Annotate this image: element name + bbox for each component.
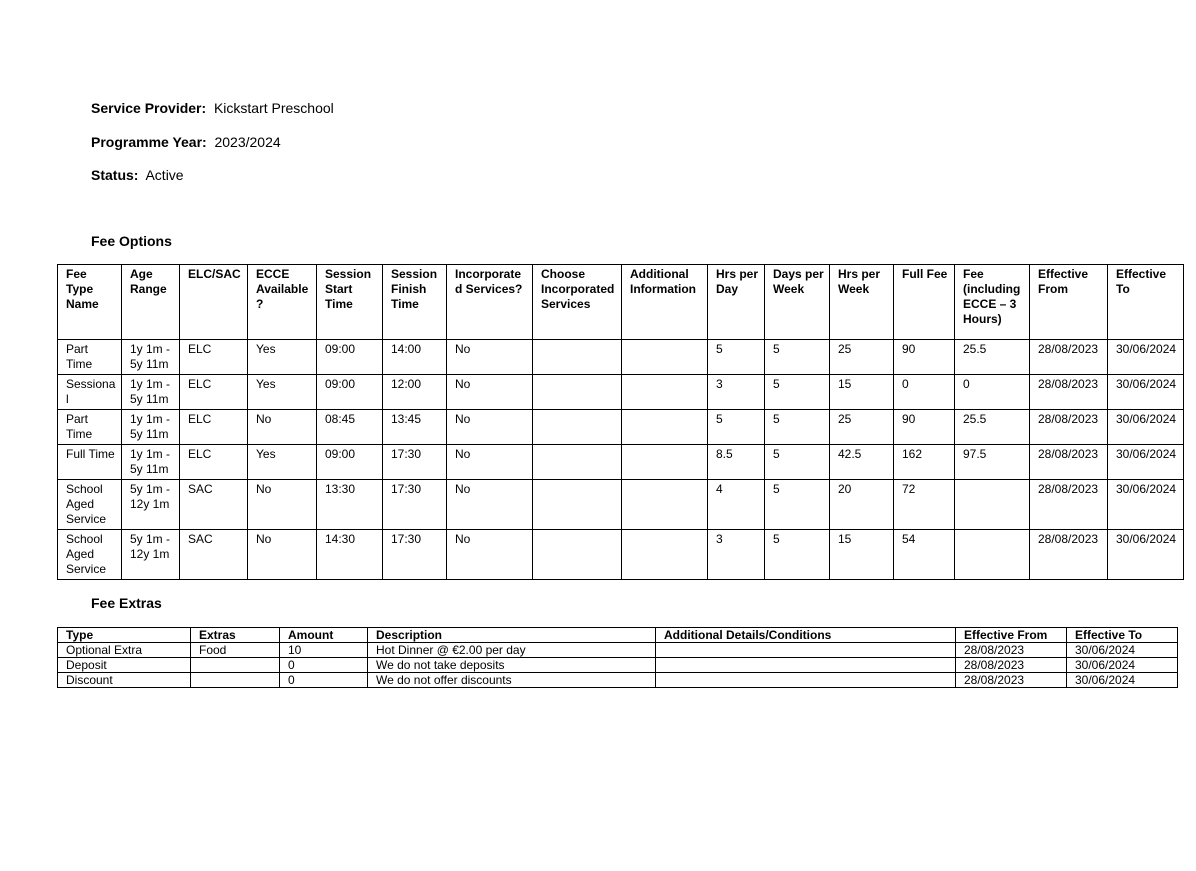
table-cell: 3 [708,375,765,410]
table-cell [656,658,956,673]
table-cell [955,480,1030,530]
status-label: Status: [91,167,139,183]
table-cell [533,410,622,445]
column-header: Extras [191,628,280,643]
table-cell: 0 [894,375,955,410]
table-cell: 1y 1m - 5y 11m [122,375,180,410]
table-cell: 28/08/2023 [956,673,1067,688]
table-cell: Full Time [58,445,122,480]
column-header: Additional Details/Conditions [656,628,956,643]
table-cell: 1y 1m - 5y 11m [122,340,180,375]
table-cell: No [447,375,533,410]
table-row [58,410,1184,445]
table-row [58,480,1184,530]
table-cell: 90 [894,340,955,375]
table-cell: 0 [280,658,368,673]
table-cell: 72 [894,480,955,530]
table-cell: School Aged Service [58,530,122,580]
table-cell: Discount [58,673,191,688]
table-cell: We do not take deposits [368,658,656,673]
table-cell: 09:00 [317,445,383,480]
table-cell [533,530,622,580]
table-cell: 28/08/2023 [956,658,1067,673]
service-provider-value: Kickstart Preschool [213,100,334,116]
table-cell: School Aged Service [58,480,122,530]
table-cell: No [248,410,317,445]
table-cell [533,375,622,410]
column-header: Type [58,628,191,643]
table-cell [622,375,708,410]
status-line [91,166,184,184]
table-cell: Food [191,643,280,658]
table-cell: 90 [894,410,955,445]
table-cell: 28/08/2023 [956,643,1067,658]
table-cell: ELC [180,375,248,410]
table-cell [656,673,956,688]
table-cell: No [447,530,533,580]
column-header: Incorporated Services? [447,265,533,340]
table-cell: 0 [955,375,1030,410]
column-header: Hrs per Day [708,265,765,340]
fee-extras-body [58,643,1178,688]
table-row [58,530,1184,580]
table-cell: 5 [708,410,765,445]
table-cell: ELC [180,445,248,480]
table-cell: 15 [830,375,894,410]
table-cell: 10 [280,643,368,658]
column-header: Description [368,628,656,643]
table-cell: Yes [248,340,317,375]
column-header: Effective From [1030,265,1108,340]
table-cell: 17:30 [383,530,447,580]
table-row [58,658,1178,673]
column-header: Fee Type Name [58,265,122,340]
table-cell: 5y 1m - 12y 1m [122,480,180,530]
table-cell: 13:45 [383,410,447,445]
table-cell: 30/06/2024 [1067,658,1178,673]
programme-year-line [91,133,281,151]
programme-year-label: Programme Year: [91,134,207,150]
fee-options-table [57,264,1184,580]
table-cell: 08:45 [317,410,383,445]
column-header: Effective To [1067,628,1178,643]
table-cell: 25 [830,410,894,445]
column-header: ELC/SAC [180,265,248,340]
table-cell: 17:30 [383,480,447,530]
fee-options-body [58,340,1184,580]
table-cell: No [447,410,533,445]
table-cell: Yes [248,445,317,480]
table-cell: SAC [180,530,248,580]
programme-year-value: 2023/2024 [214,134,281,150]
table-cell [656,643,956,658]
column-header: Session Finish Time [383,265,447,340]
column-header: Additional Information [622,265,708,340]
table-cell: 5 [765,480,830,530]
table-cell: 5 [765,410,830,445]
table-cell: 30/06/2024 [1067,643,1178,658]
table-cell: 30/06/2024 [1108,480,1184,530]
table-cell: 25.5 [955,410,1030,445]
table-cell: 30/06/2024 [1108,375,1184,410]
column-header: Effective From [956,628,1067,643]
table-cell: 1y 1m - 5y 11m [122,445,180,480]
table-cell: 162 [894,445,955,480]
status-value: Active [145,167,184,183]
column-header: Full Fee [894,265,955,340]
table-cell [622,410,708,445]
table-cell [533,480,622,530]
fee-options-header-row [58,265,1184,340]
column-header: Amount [280,628,368,643]
table-cell: 09:00 [317,375,383,410]
table-cell: 17:30 [383,445,447,480]
table-cell: 28/08/2023 [1030,375,1108,410]
table-cell: 12:00 [383,375,447,410]
table-cell: 30/06/2024 [1108,410,1184,445]
column-header: Session Start Time [317,265,383,340]
table-cell: 15 [830,530,894,580]
table-cell: 28/08/2023 [1030,530,1108,580]
table-row [58,673,1178,688]
table-cell [533,340,622,375]
service-provider-label: Service Provider: [91,100,207,116]
column-header: Fee (including ECCE – 3 Hours) [955,265,1030,340]
table-cell: 14:30 [317,530,383,580]
table-cell: Sessional [58,375,122,410]
table-cell: 4 [708,480,765,530]
table-cell: 5 [708,340,765,375]
table-cell: No [248,480,317,530]
fee-extras-header-row [58,628,1178,643]
table-cell: 42.5 [830,445,894,480]
table-cell: 28/08/2023 [1030,480,1108,530]
table-cell: No [447,340,533,375]
table-cell: Yes [248,375,317,410]
table-cell: 25 [830,340,894,375]
table-cell: Hot Dinner @ €2.00 per day [368,643,656,658]
table-cell [533,445,622,480]
table-row [58,445,1184,480]
table-cell: 5 [765,375,830,410]
table-cell: ELC [180,340,248,375]
table-cell [622,340,708,375]
table-cell: 28/08/2023 [1030,410,1108,445]
column-header: Choose Incorporated Services [533,265,622,340]
table-cell: 13:30 [317,480,383,530]
fee-extras-table [57,627,1178,688]
table-cell: 0 [280,673,368,688]
table-cell [191,673,280,688]
table-cell: 30/06/2024 [1067,673,1178,688]
table-cell: Part Time [58,410,122,445]
table-cell: 3 [708,530,765,580]
table-cell [955,530,1030,580]
table-cell: 30/06/2024 [1108,445,1184,480]
table-cell: 5 [765,340,830,375]
table-cell: No [447,480,533,530]
column-header: Hrs per Week [830,265,894,340]
table-cell: 09:00 [317,340,383,375]
table-cell [622,480,708,530]
table-row [58,340,1184,375]
column-header: Days per Week [765,265,830,340]
table-cell: 54 [894,530,955,580]
table-cell: 28/08/2023 [1030,445,1108,480]
table-cell [622,445,708,480]
table-cell: 97.5 [955,445,1030,480]
table-cell: 14:00 [383,340,447,375]
service-provider-line [91,99,334,117]
table-cell: 30/06/2024 [1108,530,1184,580]
fee-extras-title: Fee Extras [91,595,162,611]
table-cell: 30/06/2024 [1108,340,1184,375]
column-header: ECCE Available ? [248,265,317,340]
table-cell: SAC [180,480,248,530]
table-cell: 25.5 [955,340,1030,375]
table-cell [191,658,280,673]
column-header: Age Range [122,265,180,340]
table-cell: 1y 1m - 5y 11m [122,410,180,445]
table-cell: No [447,445,533,480]
table-cell: We do not offer discounts [368,673,656,688]
table-cell: ELC [180,410,248,445]
table-cell: 20 [830,480,894,530]
table-row [58,375,1184,410]
table-cell: Deposit [58,658,191,673]
column-header: Effective To [1108,265,1184,340]
fee-options-title: Fee Options [91,233,172,249]
table-cell [622,530,708,580]
table-cell: 5y 1m - 12y 1m [122,530,180,580]
table-cell: 8.5 [708,445,765,480]
table-cell: 28/08/2023 [1030,340,1108,375]
table-cell: 5 [765,445,830,480]
table-cell: Part Time [58,340,122,375]
table-cell: 5 [765,530,830,580]
table-cell: Optional Extra [58,643,191,658]
table-row [58,643,1178,658]
table-cell: No [248,530,317,580]
